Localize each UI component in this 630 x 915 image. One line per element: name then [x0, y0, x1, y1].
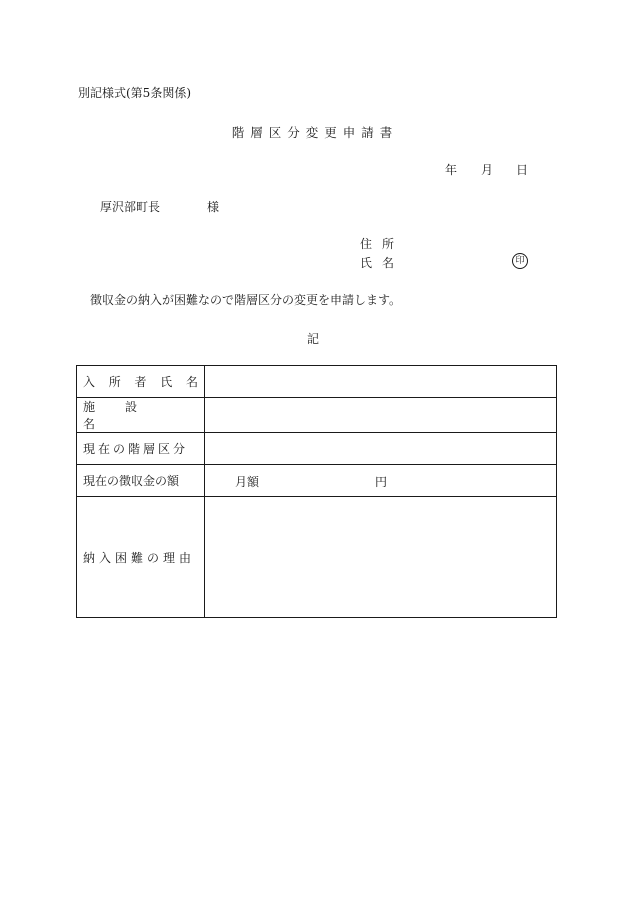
label-reason: [77, 497, 205, 618]
date-month: 月: [481, 163, 494, 177]
field-current-tier[interactable]: [205, 433, 557, 465]
request-statement: 徴収金の納入が困難なので階層区分の変更を申請します。: [90, 293, 402, 307]
monthly-label: 月額: [235, 475, 260, 489]
table-row: [77, 465, 557, 497]
field-current-fee[interactable]: [205, 465, 557, 497]
label-text: 現在の徴収金の額: [83, 474, 180, 488]
seal-mark: 印: [512, 253, 528, 269]
label-text: 納入困難の理由: [83, 550, 196, 565]
addressee-honorific: 様: [207, 200, 220, 214]
notation-ki: 記: [306, 332, 319, 346]
label-current-fee: [77, 465, 205, 497]
date-day: 日: [516, 163, 529, 177]
table-row: [77, 398, 557, 433]
table-row: [77, 366, 557, 398]
label-current-tier: [77, 433, 205, 465]
amount-cell: [205, 465, 556, 496]
field-facility-name[interactable]: [205, 398, 557, 433]
table-row: [77, 433, 557, 465]
name-label: 氏名: [360, 256, 405, 270]
field-resident-name[interactable]: [205, 366, 557, 398]
address-label: 住所: [360, 237, 405, 251]
date-year: 年: [445, 163, 458, 177]
form-reference: 別記様式(第5条関係): [78, 86, 191, 100]
label-text: 現在の階層区分: [83, 442, 189, 456]
document-title: 階層区分変更申請書: [231, 125, 399, 140]
label-text: 施設名: [83, 400, 168, 431]
table-row: [77, 497, 557, 618]
yen-label: 円: [375, 475, 388, 489]
application-table: [76, 365, 557, 618]
field-reason[interactable]: [205, 497, 557, 618]
label-text: 入 所 者 氏 名: [83, 375, 198, 389]
label-resident-name: [77, 366, 205, 398]
addressee: 厚沢部町長: [100, 200, 161, 214]
label-facility-name: [77, 398, 205, 433]
